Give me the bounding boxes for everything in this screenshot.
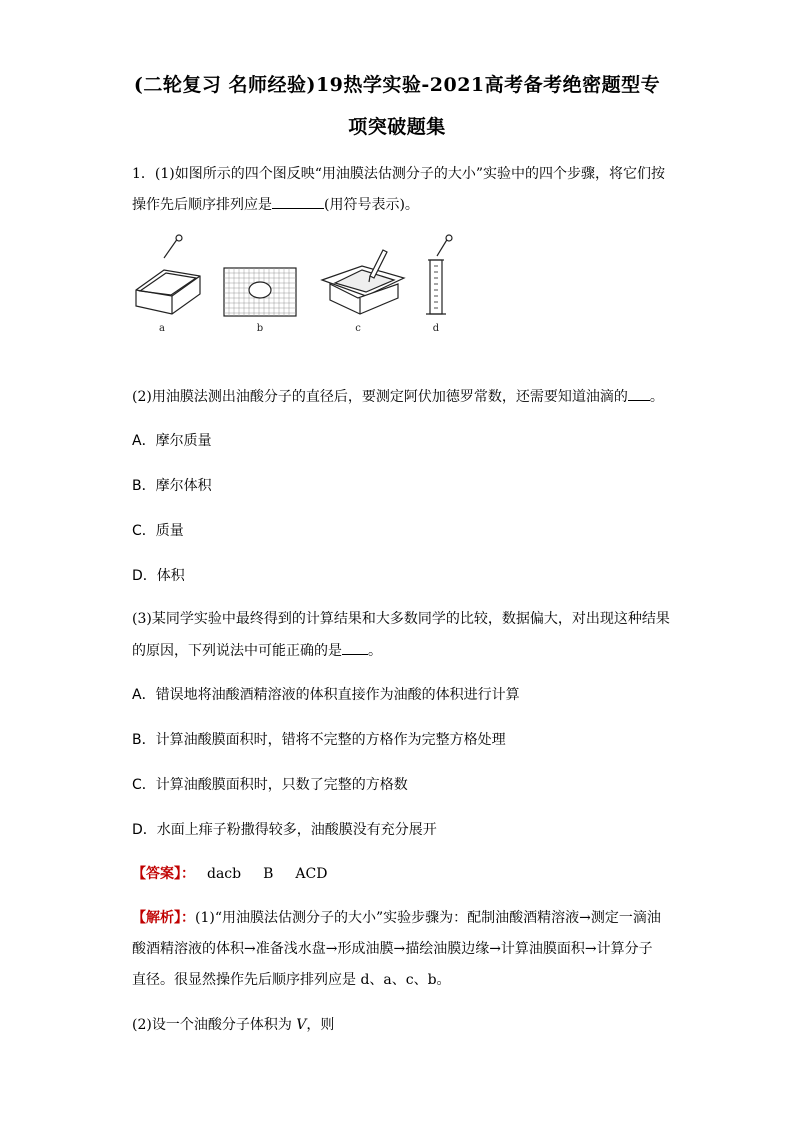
figure-label-b: b [256,323,264,334]
option-b: B．摩尔体积 [132,478,212,494]
option-d: D．水面上痱子粉撒得较多，油酸膜没有充分展开 [132,822,437,838]
analysis-line1 [132,908,672,928]
q1-part2-end: 。 [649,389,664,405]
variable-v: V [296,1017,307,1033]
doc-title-line2: 项突破题集 [348,116,446,138]
answer-value-3: ACD [295,866,328,882]
q1-part2-text: (2)用油膜法测出油酸分子的直径后，要测定阿伏加德罗常数，还需要知道油滴的 [132,389,628,405]
analysis-line4 [132,1015,672,1035]
answer-value-2: B [263,866,274,882]
experiment-figure [128,232,458,337]
answer-line [132,864,672,884]
option-c: C．计算油酸膜面积时，只数了完整的方格数 [132,777,408,793]
figure-label-c: c [355,323,361,334]
q1-part3-text: 的原因，下列说法中可能正确的是 [132,643,342,659]
figure-b-grid-film [224,268,296,316]
figure-a-tray-dropper [136,235,200,314]
analysis-text-4b: ，则 [306,1017,335,1033]
q1-stem-line1: 1．(1)如图所示的四个图反映“用油膜法估测分子的大小”实验中的四个步骤，将它们按 [132,166,666,182]
figure-d-cylinder-dropper [426,235,452,314]
answer-blank [272,194,324,209]
q1-stem-line2 [132,194,672,215]
analysis-text-1: (1)“用油膜法估测分子的大小”实验步骤为：配制油酸酒精溶液→测定一滴油 [195,910,661,926]
doc-title-line1: (二轮复习 名师经验)19热学实验-2021高考备考绝密题型专 [133,74,661,96]
analysis-line3: 直径。很显然操作先后顺序排列应是 d、a、c、b。 [132,972,451,988]
figure-label-d: d [432,323,440,334]
answer-blank [342,640,368,655]
option-a: A．摩尔质量 [132,433,212,449]
figure-label-a: a [159,323,165,334]
figure-c-plate-pen [322,250,404,314]
q1-part3-line2 [132,640,672,661]
answer-label: 【答案】： [132,866,195,882]
q1-part2-stem [132,386,672,407]
option-c: C．质量 [132,523,184,539]
answer-value-1: dacb [207,866,242,882]
option-b: B．计算油酸膜面积时，错将不完整的方格作为完整方格处理 [132,732,506,748]
q1-part3-line1: (3)某同学实验中最终得到的计算结果和大多数同学的比较，数据偏大，对出现这种结果 [132,611,670,627]
analysis-line2: 酸酒精溶液的体积→准备浅水盘→形成油膜→描绘油膜边缘→计算油膜面积→计算分子 [132,941,653,957]
q1-stem-hint: (用符号表示)。 [324,197,419,213]
option-d: D．体积 [132,568,185,584]
analysis-label: 【解析】： [132,910,195,926]
option-a: A．错误地将油酸酒精溶液的体积直接作为油酸的体积进行计算 [132,687,520,703]
analysis-text-4: (2)设一个油酸分子体积为 [132,1017,297,1033]
q1-stem-text: 操作先后顺序排列应是 [132,197,272,213]
q1-part3-end: 。 [368,643,382,659]
answer-blank [628,386,650,401]
